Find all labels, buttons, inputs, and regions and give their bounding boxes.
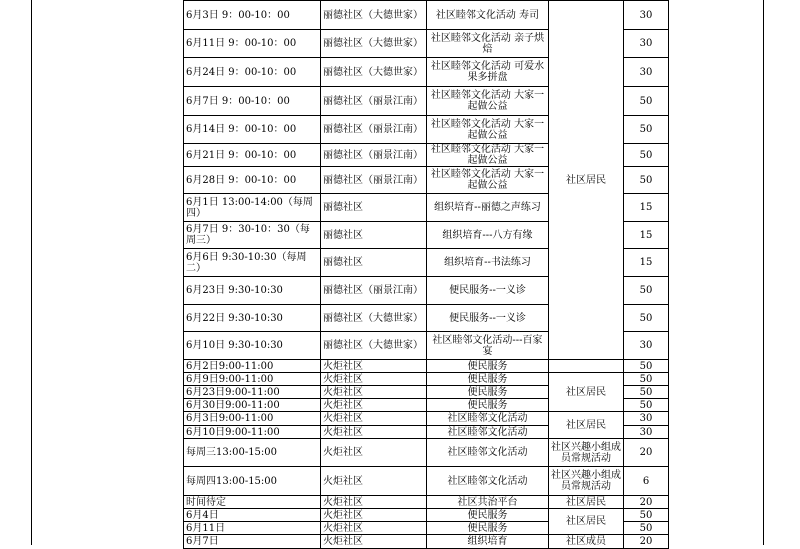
count-cell: 50 [624,509,669,522]
place-cell: 丽德社区（大德世家） [321,1,427,30]
count-cell: 30 [624,426,669,439]
place-cell: 丽德社区（大德世家） [321,305,427,332]
place-cell: 丽德社区 [321,249,427,277]
target-cell: 社区兴趣小组成员常规活动 [549,467,624,496]
count-cell: 50 [624,167,669,194]
time-cell: 6月23日9:00-11:00 [184,386,321,399]
count-cell: 50 [624,360,669,373]
target-cell: 社区兴趣小组成员常规活动 [549,439,624,467]
place-cell: 火炬社区 [321,509,427,522]
activity-cell: 社区睦邻文化活动 可爱水果多拼盘 [427,58,549,87]
count-cell: 50 [624,522,669,535]
time-cell: 每周三13:00-15:00 [184,439,321,467]
time-cell: 6月3日9:00-11:00 [184,412,321,426]
target-cell-empty [549,360,624,373]
activity-cell: 社区睦邻文化活动 大家一起做公益 [427,87,549,116]
time-cell: 6月23日 9:30-10:30 [184,277,321,305]
time-cell: 6月21日 9：00-10：00 [184,144,321,167]
time-cell: 6月6日 9:30-10:30（每周二） [184,249,321,277]
count-cell: 50 [624,144,669,167]
place-cell: 火炬社区 [321,373,427,386]
count-cell: 30 [624,412,669,426]
activity-cell: 社区睦邻文化活动 大家一起做公益 [427,167,549,194]
activity-cell: 组织培育---八方有缘 [427,222,549,249]
count-cell: 20 [624,439,669,467]
target-cell: 社区居民 [549,412,624,439]
activity-cell: 便民服务 [427,399,549,412]
activity-cell: 社区睦邻文化活动 [427,412,549,426]
table-row [184,360,669,373]
time-cell: 6月7日 9：00-10：00 [184,87,321,116]
time-cell: 6月10日9:00-11:00 [184,426,321,439]
time-cell: 6月7日 [184,535,321,549]
page-border-right [763,0,764,545]
place-cell: 火炬社区 [321,399,427,412]
activity-cell: 社区睦邻文化活动 [427,426,549,439]
table-row [184,496,669,509]
time-cell: 时间待定 [184,496,321,509]
activity-cell: 便民服务--一义诊 [427,305,549,332]
table-row [184,1,669,30]
count-cell: 15 [624,194,669,222]
count-cell: 6 [624,467,669,496]
place-cell: 火炬社区 [321,522,427,535]
table-row [184,439,669,467]
count-cell: 50 [624,305,669,332]
place-cell: 火炬社区 [321,467,427,496]
activity-cell: 社区睦邻文化活动 [427,439,549,467]
time-cell: 6月2日9:00-11:00 [184,360,321,373]
count-cell: 15 [624,249,669,277]
place-cell: 丽德社区（丽景江南） [321,167,427,194]
count-cell: 15 [624,222,669,249]
count-cell: 30 [624,332,669,360]
time-cell: 6月11日 [184,522,321,535]
time-cell: 6月28日 9：00-10：00 [184,167,321,194]
activity-cell: 便民服务 [427,522,549,535]
count-cell: 50 [624,399,669,412]
target-cell: 社区居民 [549,1,624,360]
page-border-left [31,0,32,545]
count-cell: 50 [624,277,669,305]
time-cell: 6月3日 9：00-10：00 [184,1,321,30]
place-cell: 丽德社区（丽景江南） [321,277,427,305]
time-cell: 6月1日 13:00-14:00（每周四） [184,194,321,222]
count-cell: 50 [624,373,669,386]
count-cell: 50 [624,116,669,144]
target-cell: 社区居民 [549,509,624,535]
place-cell: 火炬社区 [321,360,427,373]
time-cell: 6月24日 9：00-10：00 [184,58,321,87]
activity-cell: 便民服务 [427,373,549,386]
target-cell: 社区成员 [549,535,624,549]
activity-cell: 便民服务 [427,386,549,399]
table-row [184,467,669,496]
time-cell: 每周四13:00-15:00 [184,467,321,496]
place-cell: 丽德社区（大德世家） [321,30,427,58]
activity-cell: 组织培育 [427,535,549,549]
activity-cell: 社区睦邻文化活动---百家宴 [427,332,549,360]
place-cell: 丽德社区（大德世家） [321,58,427,87]
count-cell: 20 [624,535,669,549]
activity-cell: 社区睦邻文化活动 大家一起做公益 [427,144,549,167]
place-cell: 丽德社区（丽景江南） [321,144,427,167]
activity-cell: 社区睦邻文化活动 寿司 [427,1,549,30]
target-cell: 社区居民 [549,496,624,509]
count-cell: 30 [624,58,669,87]
activity-cell: 社区睦邻文化活动 [427,467,549,496]
activity-cell: 便民服务 [427,509,549,522]
time-cell: 6月4日 [184,509,321,522]
target-cell: 社区居民 [549,373,624,412]
activity-schedule-table [183,0,669,549]
table-row [184,509,669,522]
place-cell: 丽德社区 [321,222,427,249]
place-cell: 丽德社区（丽景江南） [321,116,427,144]
activity-cell: 组织培育--丽德之声练习 [427,194,549,222]
place-cell: 火炬社区 [321,535,427,549]
time-cell: 6月22日 9:30-10:30 [184,305,321,332]
table-row [184,535,669,549]
time-cell: 6月14日 9：00-10：00 [184,116,321,144]
activity-cell: 组织培育--书法练习 [427,249,549,277]
place-cell: 丽德社区 [321,194,427,222]
place-cell: 丽德社区（大德世家） [321,332,427,360]
activity-cell: 社区睦邻文化活动 大家一起做公益 [427,116,549,144]
time-cell: 6月7日 9：30-10：30（每周三） [184,222,321,249]
place-cell: 火炬社区 [321,412,427,426]
time-cell: 6月9日9:00-11:00 [184,373,321,386]
count-cell: 50 [624,386,669,399]
place-cell: 火炬社区 [321,386,427,399]
place-cell: 火炬社区 [321,439,427,467]
table-row [184,373,669,386]
time-cell: 6月11日 9：00-10：00 [184,30,321,58]
time-cell: 6月10日 9:30-10:30 [184,332,321,360]
count-cell: 30 [624,1,669,30]
activity-cell: 便民服务--一义诊 [427,277,549,305]
count-cell: 20 [624,496,669,509]
count-cell: 30 [624,30,669,58]
time-cell: 6月30日9:00-11:00 [184,399,321,412]
activity-cell: 便民服务 [427,360,549,373]
table-row [184,412,669,426]
activity-cell: 社区共治平台 [427,496,549,509]
place-cell: 丽德社区（丽景江南） [321,87,427,116]
place-cell: 火炬社区 [321,426,427,439]
activity-cell: 社区睦邻文化活动 亲子烘焙 [427,30,549,58]
count-cell: 50 [624,87,669,116]
place-cell: 火炬社区 [321,496,427,509]
